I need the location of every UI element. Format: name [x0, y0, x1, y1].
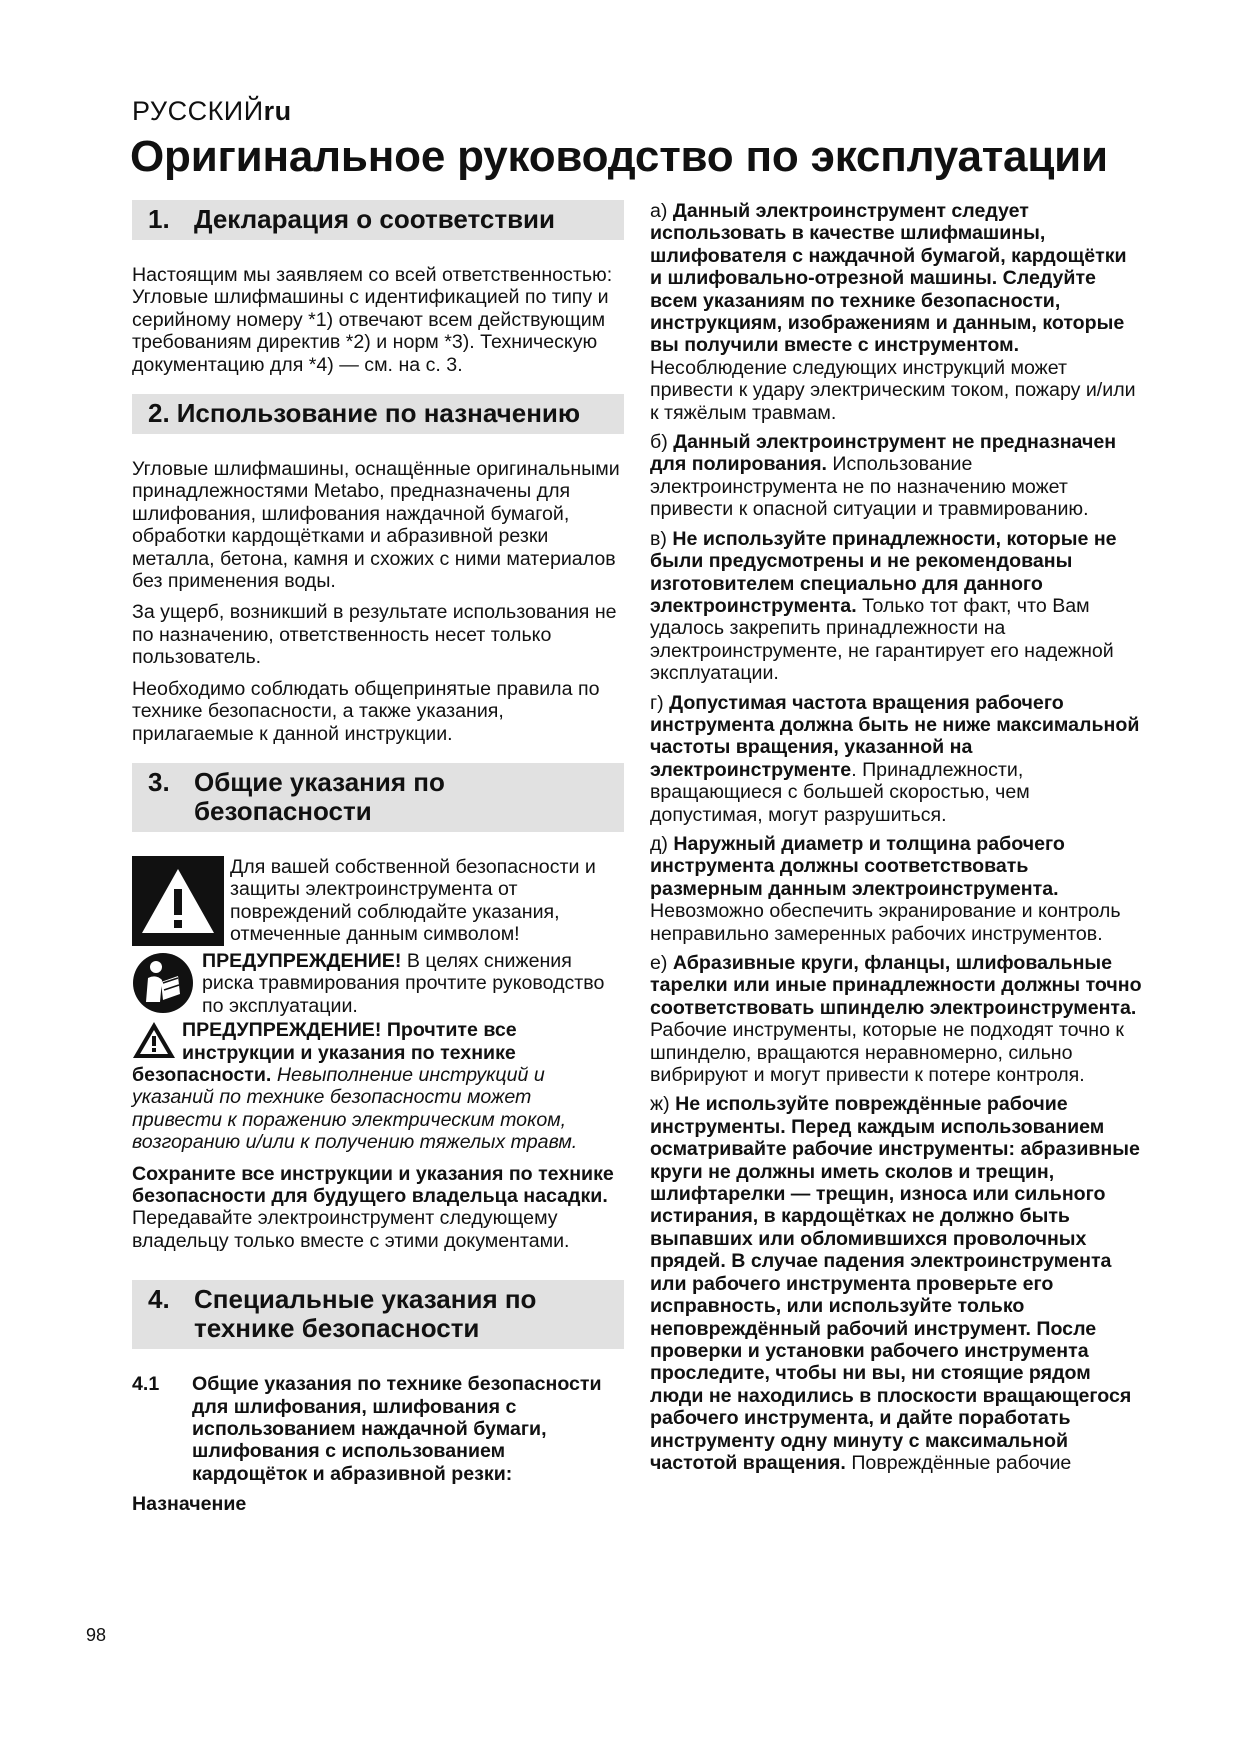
- instruction-d: [650, 833, 1142, 945]
- list-marker: г): [650, 691, 670, 714]
- page-title: Оригинальное руководство по эксплуатации: [130, 132, 1108, 181]
- section-title: Специальные указания по технике безопасности: [194, 1284, 537, 1344]
- subsection-number: 4.1: [132, 1373, 160, 1396]
- keep-instructions-text: Передавайте электроинструмент следующему владельцу только вместе с этими документами.: [132, 1207, 570, 1252]
- safety-symbol-note: [132, 856, 624, 946]
- instruction-text: Несоблюдение следующих инструкций может привести к удару электрическим током, пожару и/или к тяжёлым травмам.: [650, 356, 1136, 424]
- section-4-heading: [132, 1280, 624, 1349]
- instruction-text: Невозможно обеспечить экранирование и контроль неправильно замеренных рабочих инструментов.: [650, 900, 1121, 945]
- section-title: Декларация о соответствии: [194, 204, 556, 234]
- instruction-bold: Не используйте повреждённые рабочие инструменты. Перед каждым использованием осматривайте рабочие инструменты: абразивные круги не должны иметь сколов и трещин, шлифтарелки — трещин, износа или сильного истирания, в кардощётках не должно быть выпавших или обломившихся проволочных прядей. В случае падения электроинструмента или рабочего инструмента проверьте его исправность, или используйте только неповреждённый рабочий инструмент. После проверки и установки рабочего инструмента проследите, чтобы ни вы, ни стоящие рядом люди не находились в плоскости вращающегося рабочего инструмента, и дайте поработать инструменту одну минуту с максимальной частотой вращения.: [650, 1093, 1140, 1474]
- language-label: [132, 96, 292, 127]
- list-marker: б): [650, 431, 674, 454]
- instruction-g: [650, 692, 1142, 826]
- page-number: 98: [86, 1625, 107, 1645]
- instruction-v: [650, 528, 1142, 685]
- warning-triangle-small-icon: [132, 1021, 176, 1059]
- list-marker: е): [650, 952, 673, 974]
- instruction-bold: Данный электроинструмент следует использовать в качестве шлифмашины, шлифователя с наждачной бумагой, кардощётки и шлифовально-отрезной машины. Следуйте всем указаниям по технике безопасности, инструкциям, изображениям и данным, которые вы получили вместе с инструментом.: [650, 200, 1127, 357]
- section-number: 1.: [148, 204, 170, 234]
- list-marker: в): [650, 527, 673, 550]
- instruction-bold: Не используйте принадлежности, которые не были предусмотрены и не рекомендованы изготовителем специально для данного электроинструмента.: [650, 527, 1117, 617]
- list-marker: ж): [650, 1093, 676, 1116]
- instruction-a: [650, 200, 1142, 424]
- instruction-b: [650, 431, 1142, 521]
- left-column: [132, 200, 624, 1525]
- liability-text: За ущерб, возникший в результате использования не по назначению, ответственность несет только пользователь.: [132, 601, 617, 669]
- warning-text: В целях снижения риска травмирования прочтите руководство по эксплуатации.: [202, 949, 605, 1017]
- declaration-text: Настоящим мы заявляем со всей ответственностью: Угловые шлифмашины с идентификацией по типу и серийному номеру *1) отвечают всем действующим требованиям директив *2) и норм *3). Техническую документацию для *4) — см. на с. 3.: [132, 264, 613, 376]
- list-marker: а): [650, 200, 673, 222]
- section-2-heading: [132, 394, 624, 434]
- warning-italic-text: Невыполнение инструкций и указаний по технике безопасности может привести к поражению электрическим током, возгоранию и/или к получению тяжелых травм.: [132, 1063, 578, 1154]
- instruction-bold: Наружный диаметр и толщина рабочего инструмента должны соответствовать размерным данным электроинструмента.: [650, 832, 1065, 900]
- instruction-zh: [650, 1093, 1142, 1474]
- intended-use-text: Угловые шлифмашины, оснащённые оригинальными принадлежностями Metabo, предназначены для шлифования, шлифования наждачной бумагой, обработки кардощётками и абразивной резки металла, бетона, камня и схожих с ними материалов без применения воды.: [132, 458, 620, 593]
- section-number: 4.: [148, 1284, 170, 1315]
- read-manual-warning: [132, 950, 624, 1017]
- keep-instructions-bold: Сохраните все инструкции и указания по технике безопасности для будущего владельца насадки.: [132, 1162, 614, 1207]
- instruction-bold: Абразивные круги, фланцы, шлифовальные тарелки или иные принадлежности должны точно соответствовать шпинделю электроинструмента.: [650, 952, 1142, 1019]
- right-column: [650, 200, 1142, 1481]
- instruction-bold: Допустимая частота вращения рабочего инструмента должна быть не ниже максимальной частоты вращения, указанной на электроинструменте: [650, 691, 1140, 781]
- purpose-heading: Назначение: [132, 1493, 247, 1516]
- section-1-heading: [132, 200, 624, 240]
- subsection-4-1: [132, 1373, 624, 1485]
- warning-label: ПРЕДУПРЕЖДЕНИЕ!: [202, 949, 402, 972]
- read-instructions-warning: [132, 1019, 624, 1153]
- subsection-title: Общие указания по технике безопасности для шлифования, шлифования с использованием наждачной бумаги, шлифования с использованием кардощёток и абразивной резки:: [192, 1373, 602, 1485]
- instruction-e: [650, 952, 1142, 1086]
- instruction-text: Использование электроинструмента не по назначению может привести к опасной ситуации и травмированию.: [650, 453, 1089, 521]
- keep-instructions: [132, 1163, 624, 1253]
- warning-triangle-icon: [132, 856, 224, 946]
- section-title: Общие указания по безопасности: [194, 766, 445, 826]
- read-manual-icon: [132, 952, 194, 1014]
- language-name: РУССКИЙ: [132, 96, 264, 126]
- section-number: 3.: [148, 766, 170, 797]
- rules-text: Необходимо соблюдать общепринятые правила по технике безопасности, а также указания, прилагаемые к данной инструкции.: [132, 677, 600, 745]
- instruction-bold: Данный электроинструмент не предназначен для полирования.: [650, 431, 1117, 476]
- section-title: Использование по назначению: [176, 398, 581, 429]
- instruction-text: Только тот факт, что Вам удалось закрепить принадлежности на электроинструменте, не гарантирует его надежной эксплуатации.: [650, 594, 1114, 685]
- section-number: 2.: [148, 398, 170, 429]
- warning-bold-text: ПРЕДУПРЕЖДЕНИЕ! Прочтите все инструкции и указания по технике безопасности.: [132, 1019, 517, 1086]
- section-3-heading: [132, 763, 624, 832]
- list-marker: д): [650, 832, 674, 855]
- safety-symbol-text: Для вашей собственной безопасности и защиты электроинструмента от повреждений соблюдайте указания, отмеченные данным символом!: [230, 855, 596, 946]
- instruction-text: Повреждённые рабочие: [845, 1451, 1072, 1474]
- language-code: ru: [263, 96, 292, 126]
- instruction-text: Рабочие инструменты, которые не подходят точно к шпинделю, вращаются неравномерно, сильно вибрируют и могут привести к потере контроля.: [650, 1019, 1124, 1087]
- instruction-text: . Принадлежности, вращающиеся с большей скоростью, чем допустимая, могут разрушиться.: [650, 758, 1030, 826]
